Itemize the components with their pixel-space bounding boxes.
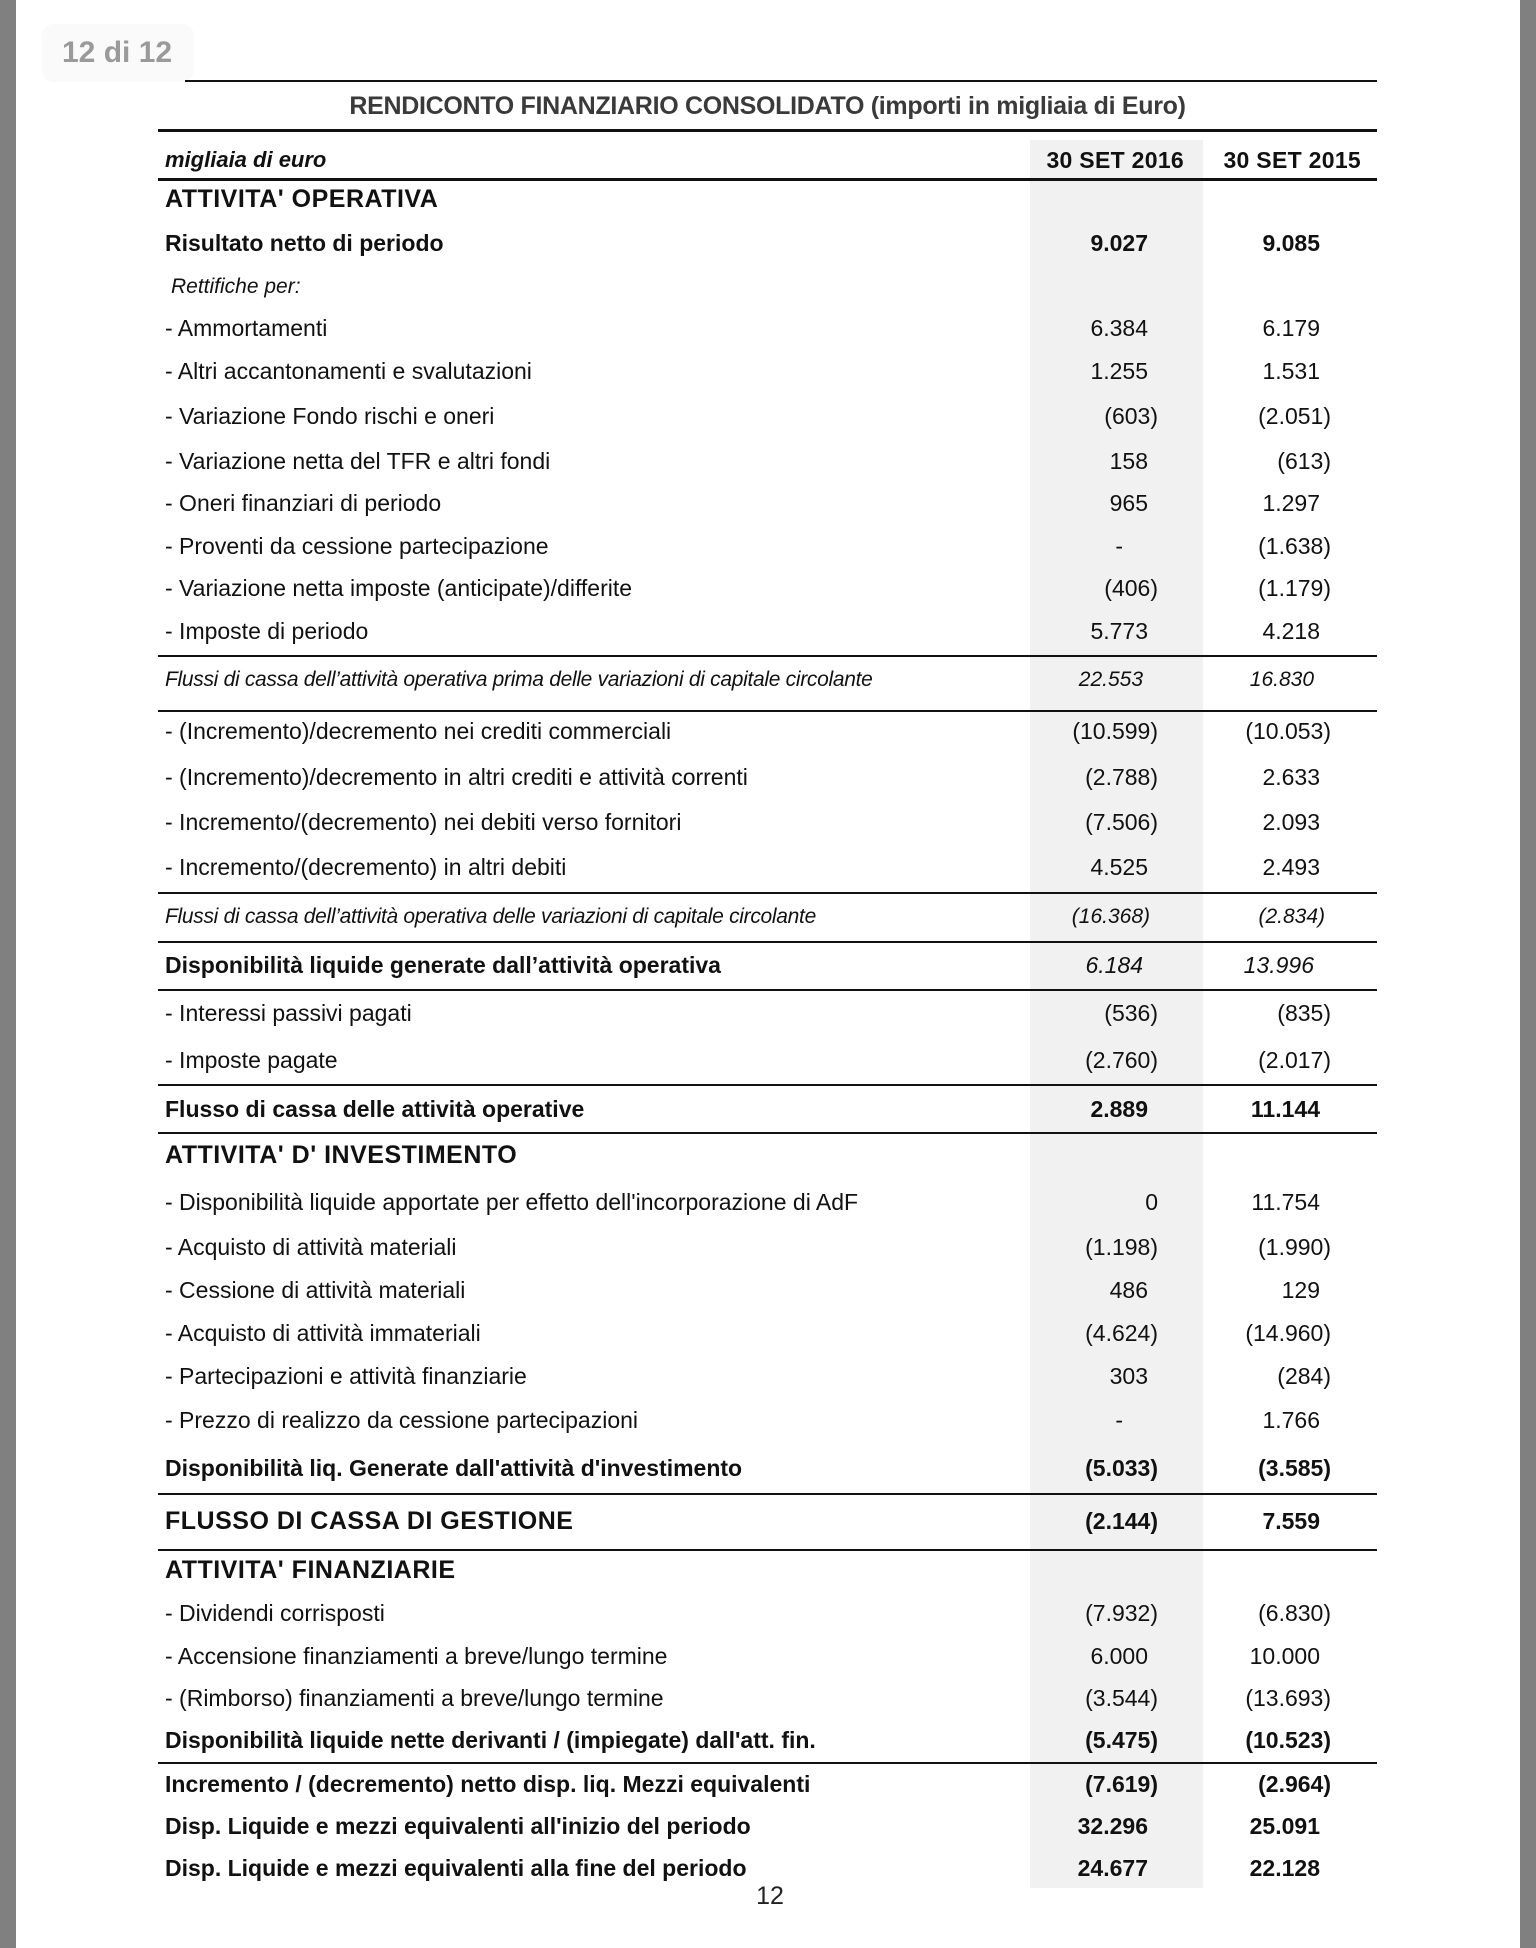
- row-label: ATTIVITA' OPERATIVA: [165, 185, 439, 213]
- table-row: [158, 759, 1377, 795]
- value-2016: 6.184: [1085, 952, 1143, 978]
- value-2016: (7.932): [1085, 1600, 1158, 1626]
- table-row: [158, 310, 1377, 346]
- value-2016: 965: [1109, 490, 1148, 516]
- row-label: Disponibilità liq. Generate dall'attività d'investimento: [165, 1455, 743, 1481]
- value-2015: 1.531: [1262, 358, 1320, 384]
- table-row: [158, 485, 1377, 521]
- value-2016: 1.255: [1090, 358, 1148, 384]
- value-2016: (2.788): [1085, 764, 1158, 790]
- subheading-row: [158, 269, 1377, 305]
- value-2015: (1.179): [1258, 575, 1331, 601]
- row-label: Disponibilità liquide nette derivanti / (impiegate) dall'att. fin.: [165, 1727, 816, 1753]
- row-label: - Variazione netta imposte (anticipate)/differite: [165, 575, 633, 601]
- row-label: ATTIVITA' D' INVESTIMENTO: [165, 1141, 518, 1169]
- value-2015: 10.000: [1249, 1643, 1320, 1669]
- row-label: - Accensione finanziamenti a breve/lungo termine: [165, 1643, 668, 1669]
- rule: [158, 1493, 1377, 1495]
- row-label: - Acquisto di attività materiali: [165, 1234, 457, 1260]
- table-row: [158, 613, 1377, 649]
- total-row: [158, 947, 1377, 983]
- rule: [158, 1762, 1377, 1764]
- row-label: Rettifiche per:: [171, 275, 301, 298]
- value-2016: (603): [1104, 403, 1158, 429]
- value-2015: (2.834): [1258, 905, 1325, 928]
- page-indicator: 12 di 12: [42, 24, 194, 82]
- table-row: [158, 353, 1377, 389]
- row-label: - Ammortamenti: [165, 315, 328, 341]
- row-label: - (Incremento)/decremento nei crediti commerciali: [165, 718, 672, 744]
- value-2015: (14.960): [1245, 1320, 1331, 1346]
- row-label: Disp. Liquide e mezzi equivalenti alla fine del periodo: [165, 1855, 747, 1881]
- rule: [158, 1132, 1377, 1134]
- value-2016: (7.619): [1085, 1771, 1158, 1797]
- row-label: Disp. Liquide e mezzi equivalenti all'inizio del periodo: [165, 1813, 751, 1839]
- value-2016: (4.624): [1085, 1320, 1158, 1346]
- table-row: [158, 713, 1377, 749]
- value-2016: 32.296: [1077, 1813, 1148, 1839]
- rule: [158, 989, 1377, 991]
- value-2015: (2.964): [1258, 1771, 1331, 1797]
- value-2016: 5.773: [1090, 618, 1148, 644]
- row-label: - Imposte di periodo: [165, 618, 369, 644]
- value-2016: 158: [1109, 448, 1148, 474]
- section-heading: [158, 181, 1377, 217]
- row-label: Flusso di cassa delle attività operative: [165, 1096, 585, 1122]
- row-label: - Variazione Fondo rischi e oneri: [165, 403, 495, 429]
- value-2015: (10.523): [1245, 1727, 1331, 1753]
- row-label: - Cessione di attività materiali: [165, 1277, 466, 1303]
- row-label: - (Incremento)/decremento in altri crediti e attività correnti: [165, 764, 748, 790]
- table-row: [158, 443, 1377, 479]
- row-label: - Incremento/(decremento) in altri debiti: [165, 854, 567, 880]
- value-2016: (406): [1104, 575, 1158, 601]
- value-2016: (5.033): [1085, 1455, 1158, 1481]
- value-2015: 1.297: [1262, 490, 1320, 516]
- table-row: [158, 1184, 1377, 1220]
- rule: [158, 1084, 1377, 1086]
- value-2015: 1.766: [1262, 1407, 1320, 1433]
- value-2016: 9.027: [1090, 230, 1148, 256]
- rule-top: [185, 80, 1377, 82]
- table-row: [158, 995, 1377, 1031]
- rule: [158, 1549, 1377, 1551]
- value-2015: 11.754: [1251, 1189, 1320, 1215]
- row-label: - Disponibilità liquide apportate per effetto dell'incorporazione di AdF: [165, 1189, 859, 1215]
- total-row: [158, 1722, 1377, 1758]
- table-row: [158, 1229, 1377, 1265]
- value-2016: (10.599): [1072, 718, 1158, 744]
- value-2016: (5.475): [1085, 1727, 1158, 1753]
- rule: [158, 941, 1377, 943]
- table-row: [158, 1315, 1377, 1351]
- row-label: - Prezzo di realizzo da cessione partecipazioni: [165, 1407, 639, 1433]
- section-heading: [158, 1137, 1377, 1173]
- value-2015: (613): [1277, 448, 1331, 474]
- value-2015: 2.493: [1262, 854, 1320, 880]
- total-row: [158, 1503, 1377, 1539]
- value-2016: (536): [1104, 1000, 1158, 1026]
- value-2016: (2.144): [1085, 1508, 1158, 1534]
- row-label: - Imposte pagate: [165, 1047, 338, 1073]
- table-row: [158, 1358, 1377, 1394]
- value-2015: 11.144: [1250, 1096, 1320, 1122]
- total-row: [158, 1091, 1377, 1127]
- row-label: - (Rimborso) finanziamenti a breve/lungo termine: [165, 1685, 664, 1711]
- row-label: Risultato netto di periodo: [165, 230, 444, 256]
- total-row: [158, 1766, 1377, 1802]
- page-number: 12: [756, 1882, 784, 1910]
- value-2015: (1.638): [1258, 533, 1331, 559]
- rule-title-bottom: [158, 129, 1377, 132]
- row-label: - Oneri finanziari di periodo: [165, 490, 442, 516]
- value-2015: 22.128: [1249, 1855, 1320, 1881]
- value-2015: 13.996: [1243, 952, 1314, 978]
- value-2016: 0: [1145, 1189, 1158, 1215]
- row-label: - Interessi passivi pagati: [165, 1000, 412, 1026]
- subtotal-row: [158, 662, 1377, 698]
- unit-label: migliaia di euro: [165, 147, 327, 172]
- table-row: [158, 225, 1377, 261]
- row-label: - Acquisto di attività immateriali: [165, 1320, 481, 1346]
- value-2015: 7.559: [1262, 1508, 1320, 1534]
- section-heading: [158, 1552, 1377, 1588]
- value-2015: 129: [1281, 1277, 1320, 1303]
- document-title: RENDICONTO FINANZIARIO CONSOLIDATO (importi in migliaia di Euro): [349, 92, 1186, 120]
- value-2015: (3.585): [1258, 1455, 1331, 1481]
- row-label: ATTIVITA' FINANZIARIE: [165, 1556, 456, 1584]
- row-label: Flussi di cassa dell’attività operativa delle variazioni di capitale circolante: [165, 905, 816, 928]
- total-row: [158, 1450, 1377, 1486]
- row-label: - Dividendi corrisposti: [165, 1600, 385, 1626]
- rule: [158, 892, 1377, 894]
- value-2016: (16.368): [1071, 905, 1150, 928]
- value-2015: 6.179: [1262, 315, 1320, 341]
- value-2016: 2.889: [1090, 1096, 1148, 1122]
- row-label: - Variazione netta del TFR e altri fondi: [165, 448, 551, 474]
- column-header-row: [158, 142, 1377, 178]
- table-row: [158, 804, 1377, 840]
- table-row: [158, 1595, 1377, 1631]
- value-2015: (284): [1277, 1363, 1331, 1389]
- table-row: [158, 398, 1377, 434]
- row-label: Disponibilità liquide generate dall’attività operativa: [165, 952, 721, 978]
- value-2016: (1.198): [1085, 1234, 1158, 1260]
- value-2016: 22.553: [1078, 668, 1143, 691]
- table-row: [158, 1272, 1377, 1308]
- row-label: - Proventi da cessione partecipazione: [165, 533, 549, 559]
- value-2015: 2.633: [1262, 764, 1320, 790]
- value-2016: 486: [1109, 1277, 1148, 1303]
- rule: [158, 710, 1377, 712]
- value-2015: 2.093: [1262, 809, 1320, 835]
- value-2015: (835): [1277, 1000, 1331, 1026]
- table-row: [158, 1402, 1377, 1438]
- value-2015: (2.017): [1258, 1047, 1331, 1073]
- table-row: [158, 528, 1377, 564]
- column-header-2015: 30 SET 2015: [1223, 147, 1361, 173]
- value-2015: (6.830): [1258, 1600, 1331, 1626]
- row-label: FLUSSO DI CASSA DI GESTIONE: [165, 1507, 574, 1535]
- row-label: Flussi di cassa dell’attività operativa prima delle variazioni di capitale circolante: [165, 668, 873, 691]
- value-2016: (7.506): [1085, 809, 1158, 835]
- value-2016: -: [1115, 533, 1123, 559]
- value-2015: (13.693): [1245, 1685, 1331, 1711]
- row-label: - Incremento/(decremento) nei debiti verso fornitori: [165, 809, 682, 835]
- total-row: [158, 1808, 1377, 1844]
- value-2016: (2.760): [1085, 1047, 1158, 1073]
- value-2016: 303: [1109, 1363, 1148, 1389]
- table-row: [158, 1638, 1377, 1674]
- value-2016: (3.544): [1085, 1685, 1158, 1711]
- row-label: - Partecipazioni e attività finanziarie: [165, 1363, 527, 1389]
- value-2016: 6.000: [1090, 1643, 1148, 1669]
- value-2016: 24.677: [1077, 1855, 1148, 1881]
- subtotal-row: [158, 899, 1377, 935]
- value-2015: (1.990): [1258, 1234, 1331, 1260]
- value-2015: 16.830: [1249, 668, 1314, 691]
- total-row: [158, 1850, 1377, 1886]
- row-label: - Altri accantonamenti e svalutazioni: [165, 358, 532, 384]
- column-header-2016: 30 SET 2016: [1046, 147, 1184, 173]
- value-2015: (2.051): [1258, 403, 1331, 429]
- value-2015: 4.218: [1262, 618, 1320, 644]
- value-2015: 9.085: [1262, 230, 1320, 256]
- value-2016: -: [1115, 1407, 1123, 1433]
- table-row: [158, 1042, 1377, 1078]
- row-label: Incremento / (decremento) netto disp. liq. Mezzi equivalenti: [165, 1771, 811, 1797]
- table-row: [158, 1680, 1377, 1716]
- table-row: [158, 849, 1377, 885]
- table-row: [158, 570, 1377, 606]
- rule: [158, 655, 1377, 657]
- value-2015: 25.091: [1249, 1813, 1320, 1839]
- value-2016: 6.384: [1090, 315, 1148, 341]
- value-2016: 4.525: [1090, 854, 1148, 880]
- value-2015: (10.053): [1245, 718, 1331, 744]
